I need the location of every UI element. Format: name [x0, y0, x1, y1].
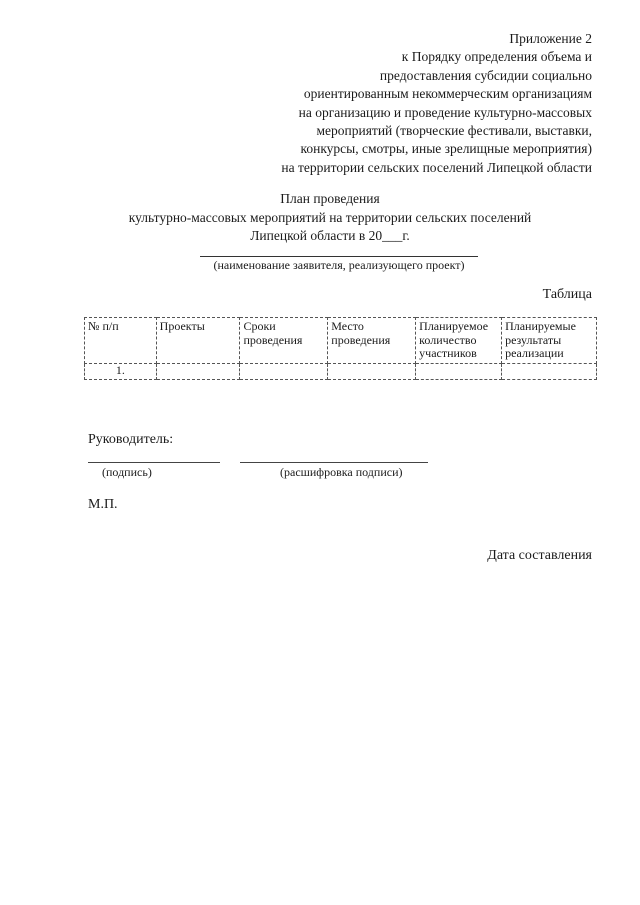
table-label: Таблица: [542, 287, 592, 302]
appendix-line: мероприятий (творческие фестивали, выставки,: [316, 123, 592, 139]
head-label: Руководитель:: [88, 432, 174, 447]
appendix-line: ориентированным некоммерческим организациям: [303, 86, 592, 102]
appendix-header: [172, 30, 592, 177]
appendix-line: предоставления субсидии социально: [379, 67, 592, 83]
title-line: культурно-массовых мероприятий на территории сельских поселений: [128, 209, 532, 225]
title-line: Липецкой области в 20___г.: [250, 228, 410, 243]
table-cell: [502, 363, 597, 380]
signature-decode-line: [240, 462, 428, 463]
table-cell: [156, 363, 240, 380]
appendix-line: на территории сельских поселений Липецкой области: [281, 159, 592, 175]
table-cell: [240, 363, 328, 380]
applicant-caption: (наименование заявителя, реализующего проект): [213, 258, 465, 272]
signature-caption: (подпись): [102, 465, 152, 479]
header-cell: Планируемое количество участников: [416, 318, 502, 364]
date-label: Дата составления: [487, 548, 592, 563]
header-cell: Планируемые результаты реализации: [502, 318, 597, 364]
table-header-row: [85, 318, 597, 364]
table-cell: 1.: [85, 363, 157, 380]
stamp-label: М.П.: [88, 497, 118, 512]
appendix-line: к Порядку определения объема и: [401, 49, 592, 65]
header-cell: № п/п: [85, 318, 157, 364]
plan-table: [84, 317, 597, 380]
applicant-blank-line: [200, 256, 478, 257]
appendix-line: на организацию и проведение культурно-массовых: [298, 104, 592, 120]
header-cell: Сроки проведения: [240, 318, 328, 364]
appendix-line: Приложение 2: [509, 31, 592, 46]
title-line: План проведения: [280, 191, 380, 206]
table-cell: [328, 363, 416, 380]
appendix-line: конкурсы, смотры, иные зрелищные мероприятия): [300, 141, 592, 157]
signature-decode-caption: (расшифровка подписи): [280, 465, 403, 479]
table-cell: [416, 363, 502, 380]
document-title: [60, 190, 600, 246]
signature-line: [88, 462, 220, 463]
table-row: [85, 363, 597, 380]
header-cell: Проекты: [156, 318, 240, 364]
header-cell: Место проведения: [328, 318, 416, 364]
